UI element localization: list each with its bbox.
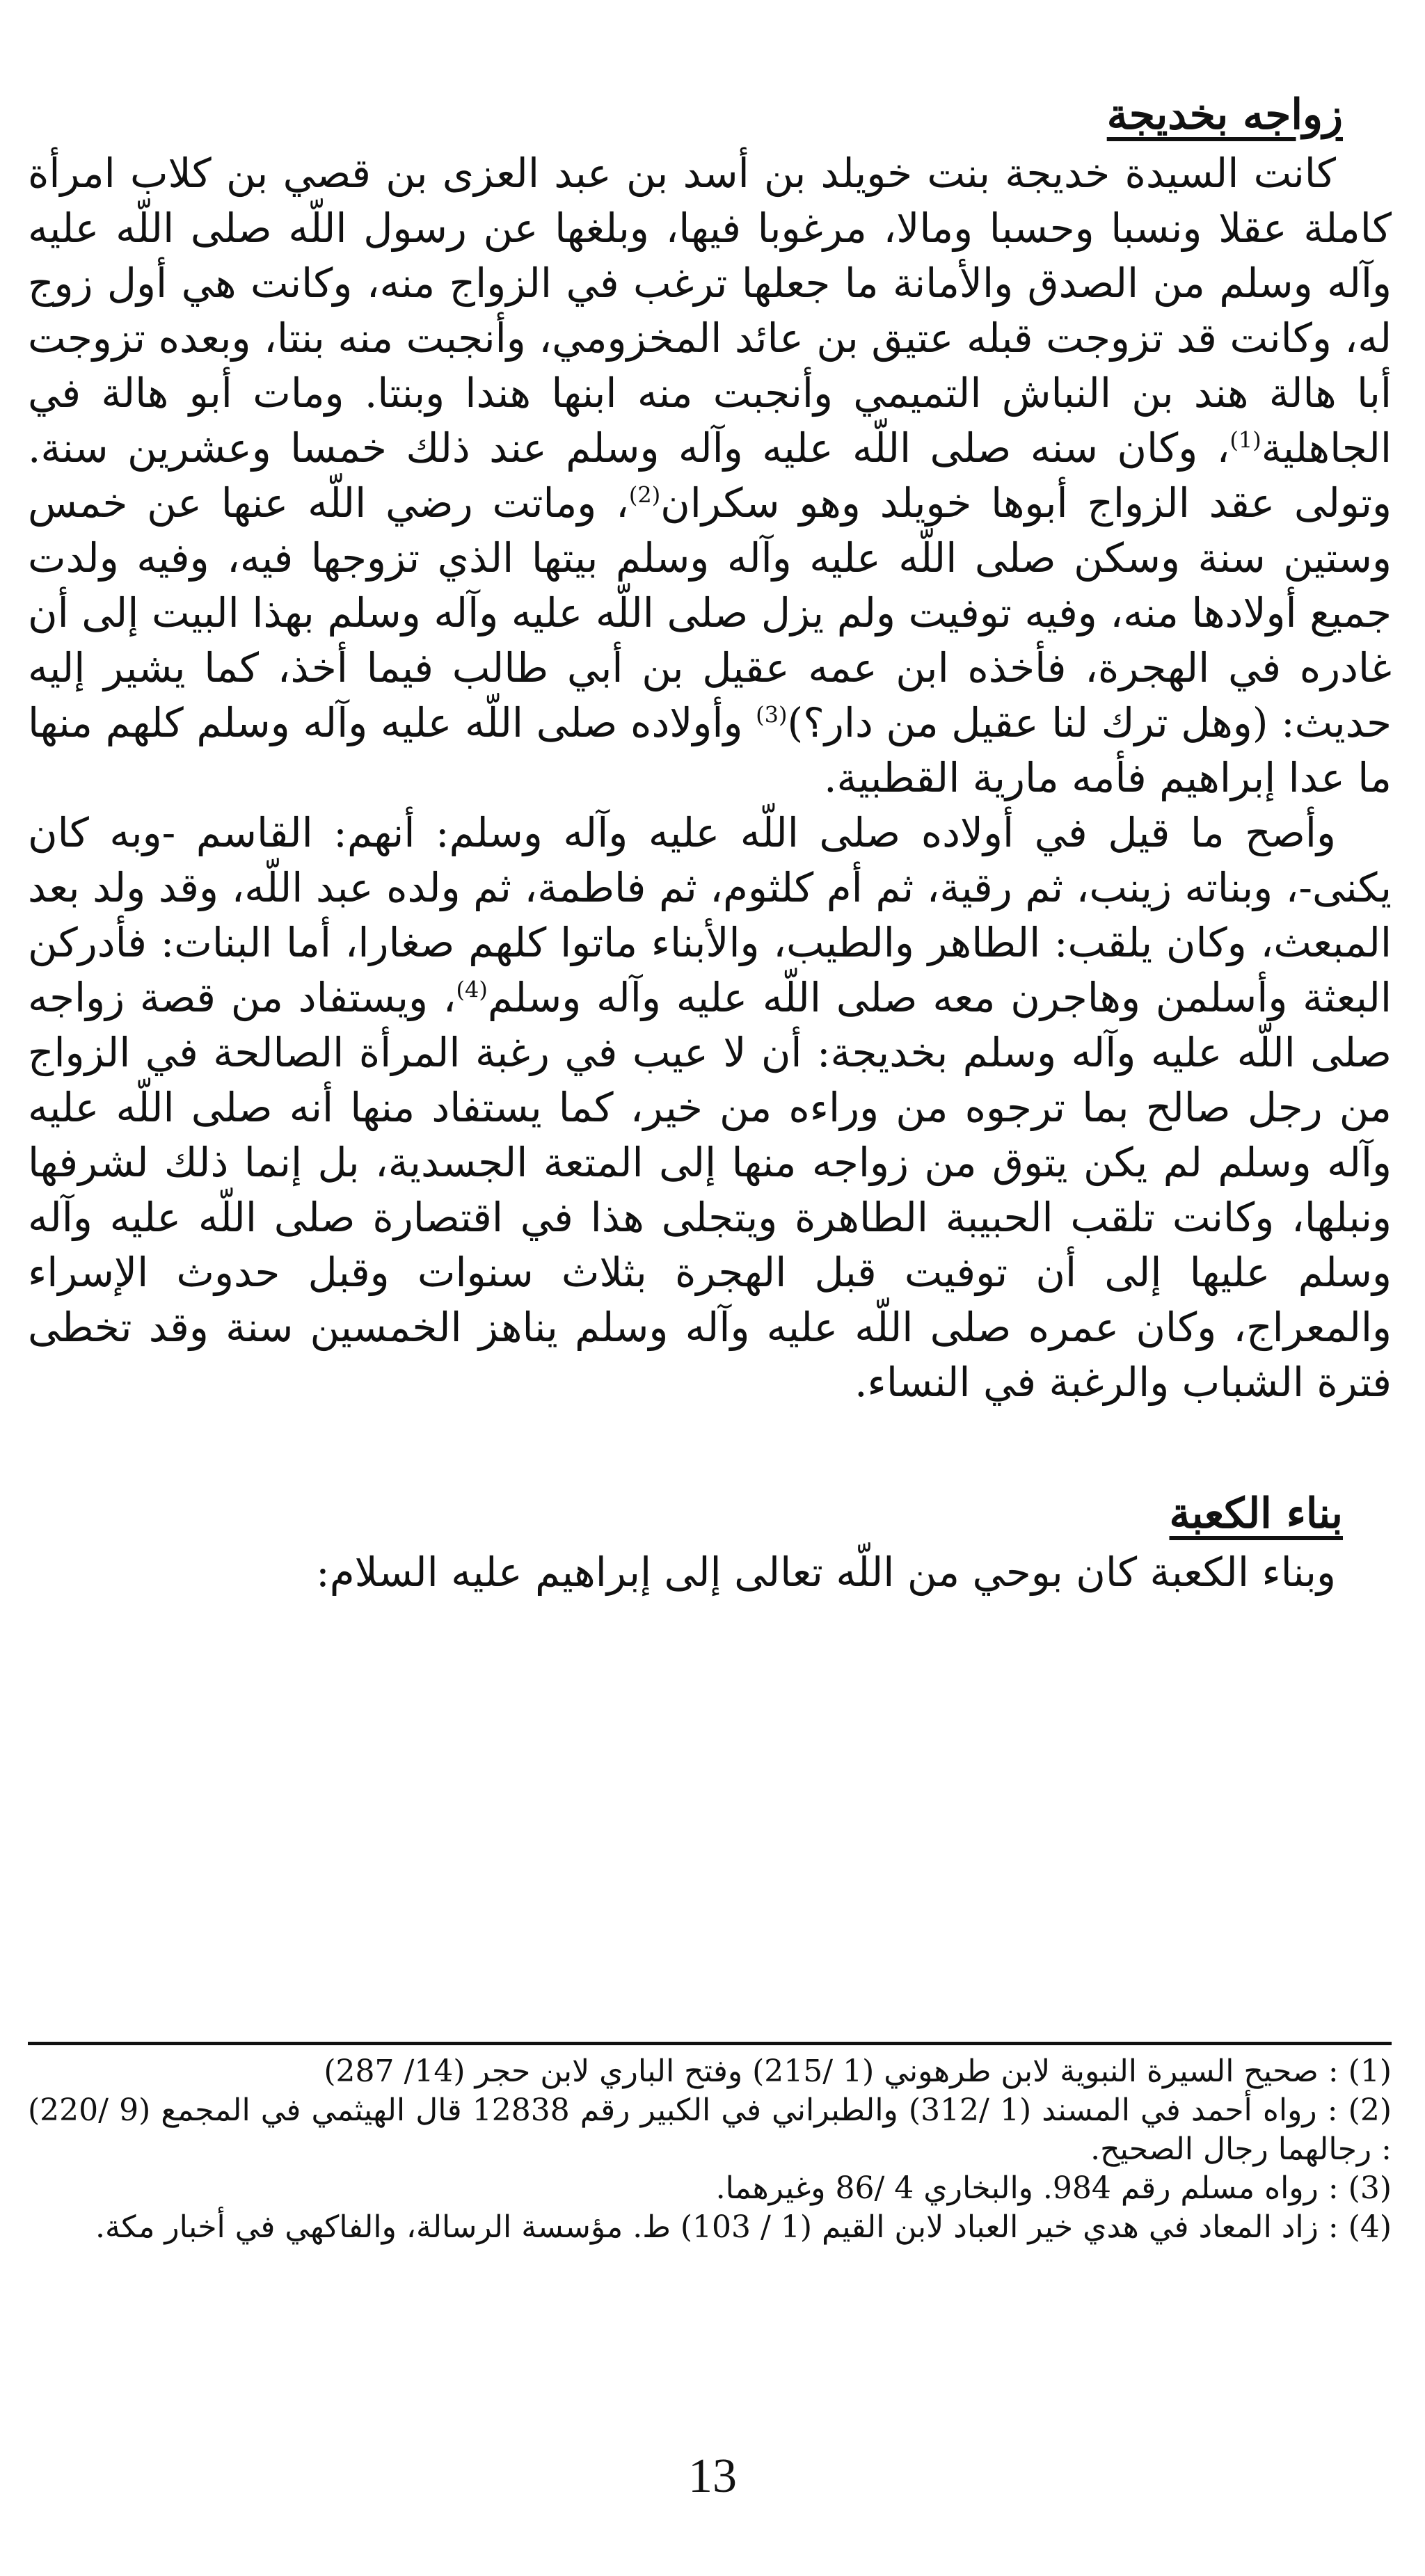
paragraph-text: ، وماتت رضي اللّه عنها عن خمس وستين سنة وسكن صلى اللّه عليه وآله وسلم بيتها الذي تزوجها فيه، وفيه ولدت جميع أولادها منه، وفيه توفيت ولم يزل صلى اللّه عليه وآله وسلم بهذا البيت إلى أن غادره في الهجرة، فأخذه ابن عمه عقيل بن أبي طالب فيما أخذ، كما يشير إليه حديث: (وهل ترك لنا عقيل من دار؟) <box>28 479 1392 746</box>
paragraph-text: وأولاده صلى اللّه عليه وآله وسلم كلهم منها ما عدا إبراهيم فأمه مارية القطبية. <box>28 699 1392 801</box>
footnote: (3) : رواه مسلم رقم 984. والبخاري 4 /86 وغيرهما. <box>715 2170 1392 2206</box>
section-title: زواجه بخديجة <box>1106 90 1343 139</box>
section-kaaba-building <box>28 1482 1392 1600</box>
paragraph <box>28 1545 1392 1600</box>
footnote: (1) : صحيح السيرة النبوية لابن طرهوني (1 /215) وفتح الباري لابن حجر (14/ 287) <box>324 2054 1392 2089</box>
footnote-divider <box>28 2042 1392 2045</box>
paragraph <box>28 146 1392 806</box>
section-khadija-marriage <box>28 83 1392 1410</box>
paragraph <box>28 806 1392 1410</box>
footnote-ref[interactable]: (4) <box>456 976 488 1003</box>
footnote-ref[interactable]: (3) <box>756 701 788 728</box>
paragraph-text: وأصح ما قيل في أولاده صلى اللّه عليه وآله وسلم: أنهم: القاسم -وبه كان يكنى-، وبناته زينب، ثم رقية، ثم أم كلثوم، ثم فاطمة، ثم ولده عبد اللّه، وقد ولد بعد المبعث، وكان يلقب: الطاهر والطيب، والأبناء ماتوا كلهم صغارا، أما البنات: فأدركن البعثة وأسلمن وهاجرن معه صلى اللّه عليه وآله وسلم <box>28 809 1392 1021</box>
paragraph-text: وبناء الكعبة كان بوحي من اللّه تعالى إلى إبراهيم عليه السلام: <box>316 1549 1336 1596</box>
paragraph-text: ، وكان سنه صلى اللّه عليه وآله وسلم عند ذلك خمسا وعشرين سنة. وتولى عقد الزواج أبوها خويلد وهو سكران <box>28 424 1392 527</box>
page-body <box>28 83 1392 1600</box>
footnotes <box>28 2052 1392 2247</box>
page-number: 13 <box>688 2449 737 2503</box>
footnote-ref[interactable]: (2) <box>628 481 661 509</box>
paragraph-text: كانت السيدة خديجة بنت خويلد بن أسد بن عبد العزى بن قصي بن كلاب امرأة كاملة عقلا ونسبا وحسبا ومالا، مرغوبا فيها، وبلغها عن رسول اللّه صلى اللّه عليه وآله وسلم من الصدق والأمانة ما جعلها ترغب في الزواج منه، وكانت هي أول زوج له، وكانت قد تزوجت قبله عتيق بن عائد المخزومي، وأنجبت منه بنتا، وبعده تزوجت أبا هالة هند بن النباش التميمي وأنجبت منه ابنها هندا وبنتا. ومات أبو هالة في الجاهلية <box>28 150 1392 472</box>
footnote: (4) : زاد المعاد في هدي خير العباد لابن القيم (1 / 103) ط. مؤسسة الرسالة، والفاكهي في أخبار مكة. <box>95 2209 1392 2245</box>
footnote-ref[interactable]: (1) <box>1229 426 1261 454</box>
paragraph-text: ، ويستفاد من قصة زواجه صلى اللّه عليه وآله وسلم بخديجة: أن لا عيب في رغبة المرأة الصالحة في الزواج من رجل صالح بما ترجوه من وراءه من خير، كما يستفاد منها أنه صلى اللّه عليه وآله وسلم لم يكن يتوق من زواجه منها إلى المتعة الجسدية، بل إنما ذلك لشرفها ونبلها، وكانت تلقب الحبيبة الطاهرة ويتجلى هذا في اقتصارة صلى اللّه عليه وآله وسلم عليها إلى أن توفيت قبل الهجرة بثلاث سنوات وقبل حدوث الإسراء والمعراج، وكان عمره صلى اللّه عليه وآله وسلم يناهز الخمسين سنة وقد تخطى فترة الشباب والرغبة في النساء. <box>28 974 1392 1406</box>
section-title: بناء الكعبة <box>1169 1489 1343 1538</box>
footnote: (2) : رواه أحمد في المسند (1 /312) والطبراني في الكبير رقم 12838 قال الهيثمي في المجمع (9 /220) : رجالهما رجال الصحيح. <box>28 2093 1392 2167</box>
